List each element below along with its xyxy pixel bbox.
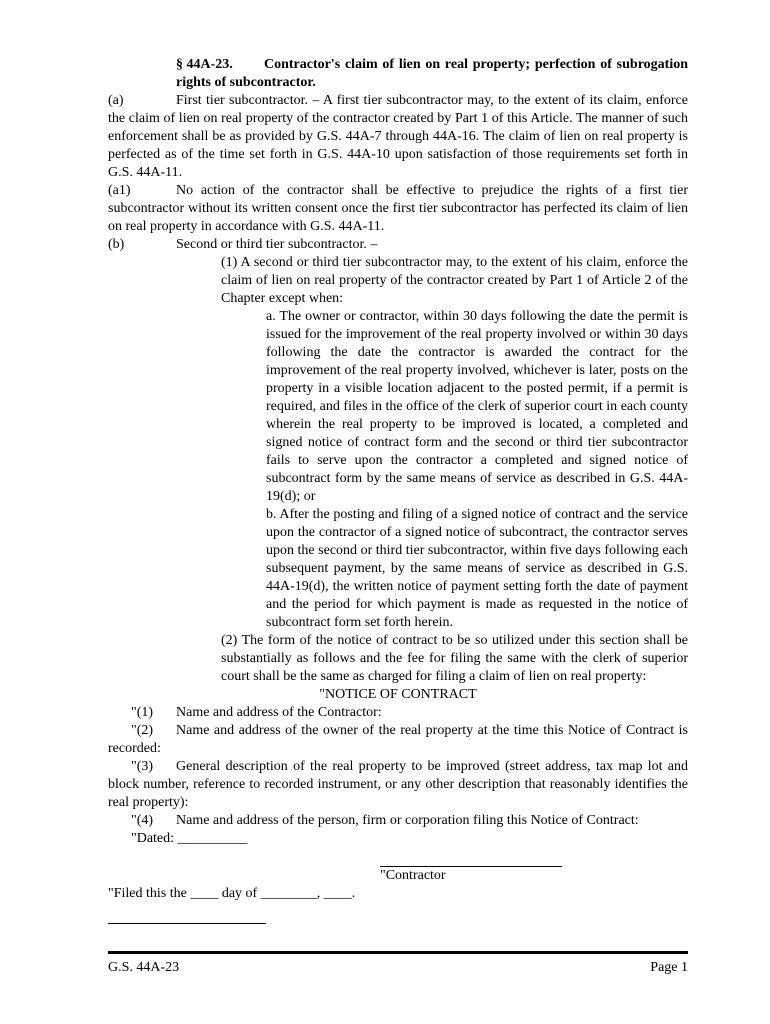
clerk-signature-line (108, 923, 266, 924)
paragraph-b (108, 236, 688, 254)
filed-line: "Filed this the ____ day of ________, ____. (108, 886, 356, 901)
form-item-text: General description of the real property to be improved (street address, tax map lot and block number, reference to recorded instrument, or any other description that reasonably identifies the real property): (108, 759, 688, 810)
form-item-label: "(2) (131, 723, 154, 738)
section-number: § 44A-23. (176, 57, 233, 72)
subsection-b2: (2) The form of the notice of contract to be so utilized under this section shall be substantially as follows and the fee for filing the same with the clerk of superior court shall be the same as charged for filing a claim of lien on real property: (221, 633, 688, 684)
subsection-b1: (1) A second or third tier subcontractor may, to the extent of his claim, enforce the claim of lien on real property of the contractor created by Part 1 of Article 2 of the Chapter except when: (221, 255, 688, 306)
paragraph-text: First tier subcontractor. – A first tier subcontractor may, to the extent of its claim, enforce the claim of lien on real property of the contractor created by Part 1 of this Article. The manner of such enforcement shall be as provided by G.S. 44A-7 through 44A-16. The claim of lien on real property is perfected as of the time set forth in G.S. 44A-10 upon satisfaction of those requirements set forth in G.S. 44A-11. (108, 93, 688, 180)
dated-line: "Dated: __________ (131, 831, 248, 846)
form-item-2 (108, 722, 688, 758)
paragraph-text: Second or third tier subcontractor. – (176, 237, 378, 252)
paragraph-text: No action of the contractor shall be effective to prejudice the rights of a first tier subcontractor without its written consent once the first tier subcontractor has perfected its claim of lien on real property in accordance with G.S. 44A-11. (108, 183, 688, 234)
section-title: Contractor's claim of lien on real property; perfection of subrogation rights of subcontractor. (176, 57, 688, 90)
form-item-label: "(3) (131, 759, 154, 774)
paragraph-label: (a1) (108, 183, 131, 198)
document-body (108, 56, 688, 924)
form-item-label: "(1) (131, 705, 154, 720)
paragraph-label: (b) (108, 237, 125, 252)
paragraph-a1 (108, 182, 688, 236)
section-heading (176, 56, 688, 92)
form-item-text: Name and address of the owner of the real property at the time this Notice of Contract is recorded: (108, 723, 688, 756)
form-item-text: Name and address of the Contractor: (176, 705, 382, 720)
form-item-1 (108, 704, 688, 722)
form-item-3 (108, 758, 688, 812)
subsection-b1b: b. After the posting and filing of a signed notice of contract and the service upon the contractor of a signed notice of subcontract, the contractor serves upon the second or third tier subcontractor, within five days following each subsequent payment, by the same means of service as described in G.S. 44A-19(d), the written notice of payment setting forth the date of payment and the period for which payment is made as requested in the notice of subcontract form set forth herein. (266, 507, 688, 630)
form-item-label: "(4) (131, 813, 154, 828)
form-item-4 (108, 812, 688, 830)
notice-title: "NOTICE OF CONTRACT (319, 687, 477, 702)
footer-rule (108, 951, 688, 954)
paragraph-a (108, 92, 688, 182)
form-item-text: Name and address of the person, firm or corporation filing this Notice of Contract: (176, 813, 639, 828)
paragraph-label: (a) (108, 93, 124, 108)
subsection-b1a: a. The owner or contractor, within 30 days following the date the permit is issued for the improvement of the real property involved or within 30 days following the date the contractor is awarded the contract for the improvement of the real property involved, whichever is later, posts on the property in a visible location adjacent to the posted permit, if a permit is required, and files in the office of the clerk of superior court in each county wherein the real property to be improved is located, a completed and signed notice of contract form and the second or third tier subcontractor fails to serve upon the contractor a completed and signed notice of subcontract form by the same means of service as described in G.S. 44A-19(d); or (266, 309, 688, 504)
page-number: Page 1 (650, 960, 688, 975)
footer-citation: G.S. 44A-23 (108, 960, 180, 975)
contractor-label: "Contractor (380, 868, 446, 883)
